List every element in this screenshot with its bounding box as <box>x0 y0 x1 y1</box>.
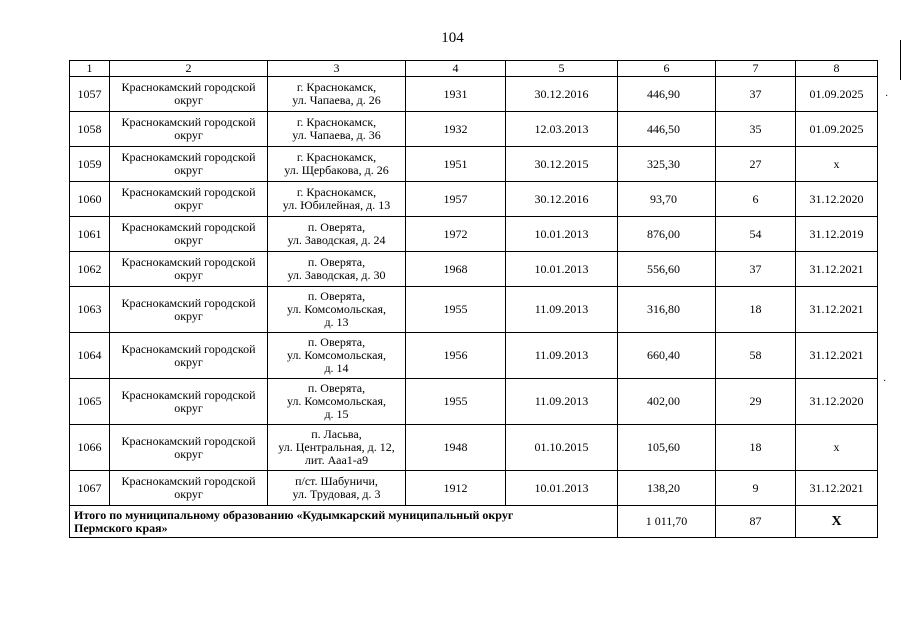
municipality-name-line: округ <box>174 163 203 177</box>
total-label-line: Итого по муниципальному образованию «Кудымкарский муниципальный округ <box>74 507 514 522</box>
building-address-line: п. Оверята, <box>307 255 366 269</box>
column-header-6: 6 <box>618 61 716 77</box>
building-address-line: лит. Ааа1-а9 <box>304 453 369 467</box>
row-number: 1058 <box>70 112 110 147</box>
housing-registry-table <box>69 60 878 538</box>
municipality-name-line: Краснокамский городской <box>121 115 256 129</box>
table-row <box>70 217 878 252</box>
area-value: 93,70 <box>618 182 716 217</box>
table-row <box>70 379 878 425</box>
row-number: 1062 <box>70 252 110 287</box>
building-address-line: д. 15 <box>324 407 349 421</box>
building-address-line: ул. Заводская, д. 24 <box>287 233 386 247</box>
row-number: 1059 <box>70 147 110 182</box>
table-row <box>70 333 878 379</box>
residents-count: 6 <box>716 182 796 217</box>
municipality-name-line: округ <box>174 93 203 107</box>
planned-deadline: 31.12.2021 <box>796 287 878 333</box>
building-address-line: п. Оверята, <box>307 289 366 303</box>
building-address-line: ул. Комсомольская, <box>286 394 387 408</box>
building-address-line: п. Оверята, <box>307 381 366 395</box>
construction-year: 1948 <box>406 425 506 471</box>
municipality-name-line: Краснокамский городской <box>121 150 256 164</box>
residents-count: 58 <box>716 333 796 379</box>
area-value: 556,60 <box>618 252 716 287</box>
area-value: 876,00 <box>618 217 716 252</box>
area-value: 138,20 <box>618 471 716 506</box>
planned-deadline: х <box>796 425 878 471</box>
building-address-line: ул. Центральная, д. 12, <box>278 440 395 454</box>
row-number: 1064 <box>70 333 110 379</box>
residents-count: 18 <box>716 287 796 333</box>
column-header-5: 5 <box>506 61 618 77</box>
column-header-7: 7 <box>716 61 796 77</box>
building-address <box>268 425 406 471</box>
table-row <box>70 287 878 333</box>
column-header-3: 3 <box>268 61 406 77</box>
table-row <box>70 425 878 471</box>
table-row <box>70 147 878 182</box>
building-address-line: д. 14 <box>324 361 349 375</box>
municipality-name-line: округ <box>174 128 203 142</box>
municipality-name <box>110 425 268 471</box>
residents-count: 54 <box>716 217 796 252</box>
building-address-line: д. 13 <box>324 315 349 329</box>
municipality-name-line: Краснокамский городской <box>121 185 256 199</box>
planned-deadline: 31.12.2019 <box>796 217 878 252</box>
area-value: 446,90 <box>618 77 716 112</box>
emergency-date: 30.12.2016 <box>506 77 618 112</box>
emergency-date: 10.01.2013 <box>506 252 618 287</box>
planned-deadline: 01.09.2025 <box>796 112 878 147</box>
municipality-name <box>110 287 268 333</box>
municipality-name-line: Краснокамский городской <box>121 80 256 94</box>
residents-count: 35 <box>716 112 796 147</box>
planned-deadline: 31.12.2020 <box>796 182 878 217</box>
municipality-name-line: округ <box>174 233 203 247</box>
building-address <box>268 147 406 182</box>
construction-year: 1955 <box>406 379 506 425</box>
building-address-line: п. Оверята, <box>307 335 366 349</box>
building-address <box>268 252 406 287</box>
residents-count: 37 <box>716 77 796 112</box>
row-number: 1065 <box>70 379 110 425</box>
construction-year: 1932 <box>406 112 506 147</box>
municipality-name-line: Краснокамский городской <box>121 341 256 356</box>
emergency-date: 11.09.2013 <box>506 333 618 379</box>
municipality-name-line: Краснокамский городской <box>121 474 256 488</box>
construction-year: 1955 <box>406 287 506 333</box>
municipality-name-line: округ <box>174 446 203 461</box>
emergency-date: 11.09.2013 <box>506 379 618 425</box>
building-address <box>268 217 406 252</box>
total-label-line: Пермского края» <box>74 520 168 535</box>
planned-deadline: 31.12.2021 <box>796 333 878 379</box>
municipality-name-line: округ <box>174 308 203 323</box>
building-address <box>268 379 406 425</box>
construction-year: 1957 <box>406 182 506 217</box>
area-value: 316,80 <box>618 287 716 333</box>
emergency-date: 11.09.2013 <box>506 287 618 333</box>
municipality-name-line: Краснокамский городской <box>121 255 256 269</box>
row-number: 1066 <box>70 425 110 471</box>
area-value: 105,60 <box>618 425 716 471</box>
construction-year: 1972 <box>406 217 506 252</box>
construction-year: 1951 <box>406 147 506 182</box>
scan-speck: · <box>885 91 889 102</box>
scan-speck: · <box>883 376 887 387</box>
row-number: 1057 <box>70 77 110 112</box>
building-address-line: г. Краснокамск, <box>296 115 377 129</box>
municipality-name-line: Краснокамский городской <box>121 387 256 402</box>
emergency-date: 30.12.2015 <box>506 147 618 182</box>
construction-year: 1912 <box>406 471 506 506</box>
building-address-line: ул. Комсомольская, <box>286 302 387 316</box>
emergency-date: 01.10.2015 <box>506 425 618 471</box>
municipality-name-line: округ <box>174 354 203 369</box>
building-address-line: ул. Комсомольская, <box>286 348 387 362</box>
building-address-line: ул. Заводская, д. 30 <box>287 268 386 282</box>
municipality-name <box>110 217 268 252</box>
row-number: 1061 <box>70 217 110 252</box>
building-address <box>268 287 406 333</box>
scan-edge-line <box>900 40 901 80</box>
column-header-1: 1 <box>70 61 110 77</box>
municipality-name <box>110 147 268 182</box>
municipality-name <box>110 77 268 112</box>
building-address-line: ул. Трудовая, д. 3 <box>292 487 381 501</box>
emergency-date: 10.01.2013 <box>506 217 618 252</box>
residents-count: 27 <box>716 147 796 182</box>
building-address-line: ул. Юбилейная, д. 13 <box>282 198 391 212</box>
building-address-line: г. Краснокамск, <box>296 150 377 164</box>
emergency-date: 30.12.2016 <box>506 182 618 217</box>
planned-deadline: 31.12.2021 <box>796 471 878 506</box>
total-area: 1 011,70 <box>618 506 716 538</box>
municipality-name <box>110 112 268 147</box>
column-header-4: 4 <box>406 61 506 77</box>
municipality-name-line: Краснокамский городской <box>121 220 256 234</box>
municipality-name <box>110 379 268 425</box>
total-deadline: Х <box>796 506 878 538</box>
total-count: 87 <box>716 506 796 538</box>
table-row <box>70 77 878 112</box>
table-header-row <box>70 61 878 77</box>
building-address-line: ул. Чапаева, д. 26 <box>292 93 381 107</box>
table-row <box>70 182 878 217</box>
column-header-8: 8 <box>796 61 878 77</box>
construction-year: 1931 <box>406 77 506 112</box>
emergency-date: 12.03.2013 <box>506 112 618 147</box>
building-address-line: ул. Чапаева, д. 36 <box>292 128 381 142</box>
page-number: 104 <box>441 30 464 46</box>
column-header-2: 2 <box>110 61 268 77</box>
area-value: 660,40 <box>618 333 716 379</box>
area-value: 402,00 <box>618 379 716 425</box>
building-address <box>268 333 406 379</box>
municipality-name <box>110 333 268 379</box>
total-label <box>70 506 618 538</box>
municipality-name-line: Краснокамский городской <box>121 295 256 310</box>
municipality-name <box>110 182 268 217</box>
construction-year: 1968 <box>406 252 506 287</box>
area-value: 325,30 <box>618 147 716 182</box>
building-address-line: г. Краснокамск, <box>296 185 377 199</box>
total-row <box>70 506 878 538</box>
building-address <box>268 77 406 112</box>
planned-deadline: 31.12.2020 <box>796 379 878 425</box>
municipality-name-line: округ <box>174 400 203 415</box>
building-address-line: г. Краснокамск, <box>296 80 377 94</box>
planned-deadline: х <box>796 147 878 182</box>
emergency-date: 10.01.2013 <box>506 471 618 506</box>
row-number: 1067 <box>70 471 110 506</box>
table-row <box>70 471 878 506</box>
table-row <box>70 112 878 147</box>
planned-deadline: 31.12.2021 <box>796 252 878 287</box>
municipality-name <box>110 471 268 506</box>
building-address-line: п. Оверята, <box>307 220 366 234</box>
residents-count: 9 <box>716 471 796 506</box>
row-number: 1060 <box>70 182 110 217</box>
residents-count: 29 <box>716 379 796 425</box>
municipality-name-line: округ <box>174 268 203 282</box>
building-address-line: п. Ласьва, <box>311 427 362 441</box>
residents-count: 37 <box>716 252 796 287</box>
municipality-name <box>110 252 268 287</box>
residents-count: 18 <box>716 425 796 471</box>
building-address-line: п/ст. Шабуничи, <box>295 474 378 488</box>
municipality-name-line: Краснокамский городской <box>121 433 256 448</box>
row-number: 1063 <box>70 287 110 333</box>
building-address-line: ул. Щербакова, д. 26 <box>284 163 389 177</box>
area-value: 446,50 <box>618 112 716 147</box>
municipality-name-line: округ <box>174 198 203 212</box>
construction-year: 1956 <box>406 333 506 379</box>
building-address <box>268 182 406 217</box>
planned-deadline: 01.09.2025 <box>796 77 878 112</box>
building-address <box>268 471 406 506</box>
municipality-name-line: округ <box>174 487 203 501</box>
building-address <box>268 112 406 147</box>
table-row <box>70 252 878 287</box>
